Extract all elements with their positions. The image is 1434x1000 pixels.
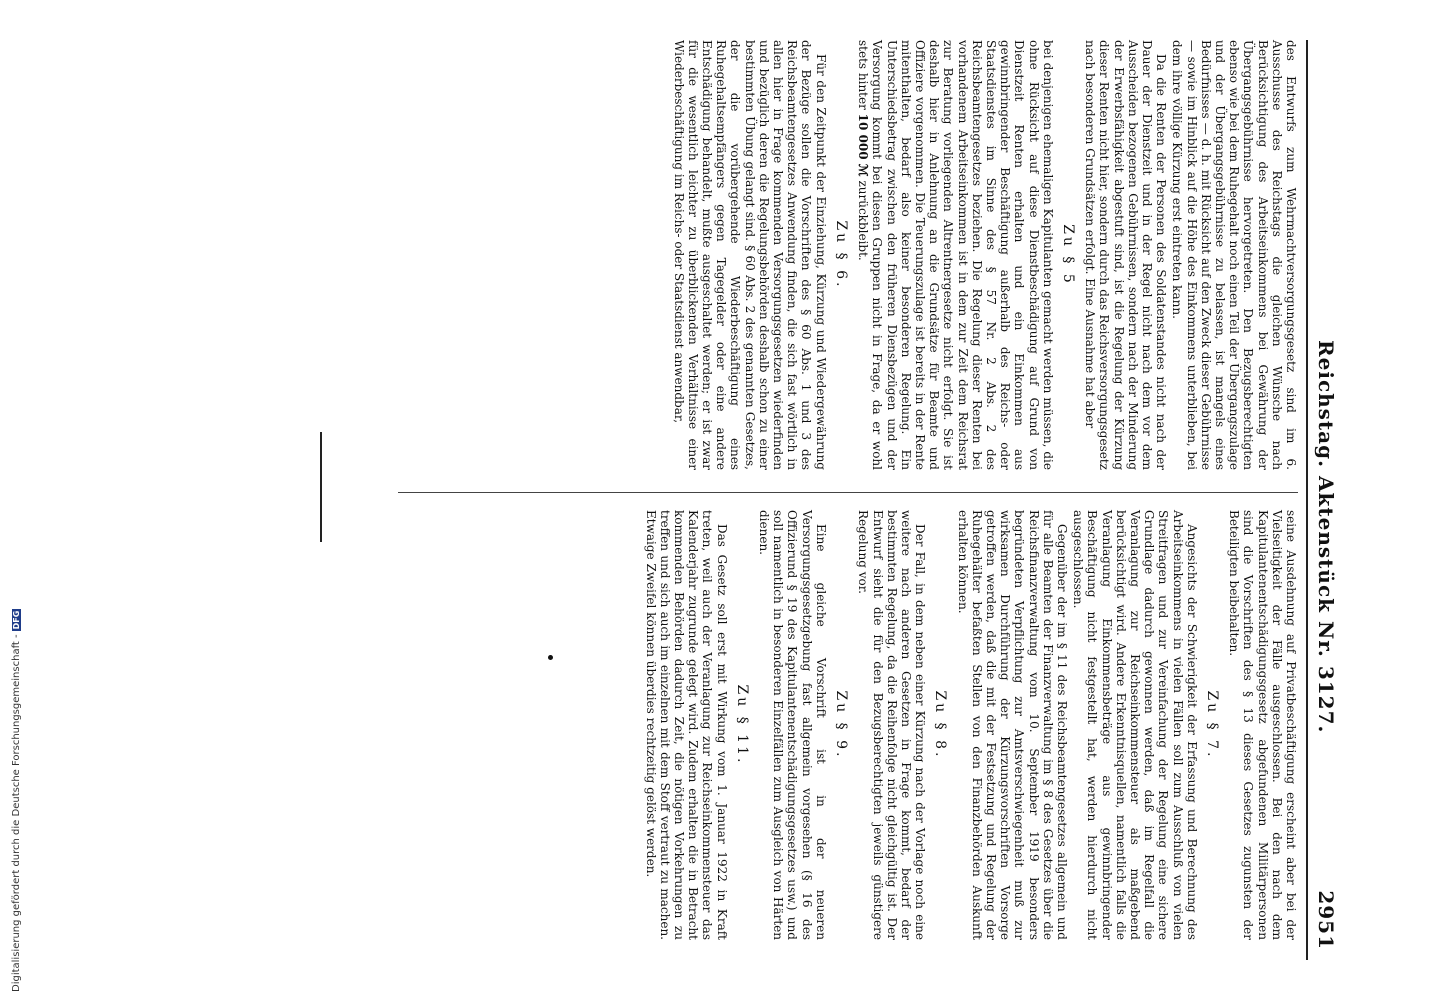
left-column bbox=[669, 40, 1298, 470]
section-heading: Zu § 11. bbox=[733, 684, 750, 766]
scanned-page bbox=[380, 40, 1340, 960]
paragraph: Der Fall, in dem neben einer Kürzung nach der Vorlage noch eine weitere nach anderen Gesetzen in Frage kommt, bedarf der bestimmten Regelung, da die Reihenfolge nicht gleichgültig ist. Der Entwurf sieht die für den Bezugsberechtigten jeweils günstigere Regelung vor. bbox=[856, 510, 928, 940]
stray-dot bbox=[548, 655, 553, 660]
paragraph-tail: zurückbleibt. bbox=[856, 180, 871, 261]
section-heading: Zu § 8. bbox=[932, 690, 949, 760]
margin-strip bbox=[0, 0, 22, 1000]
right-column bbox=[641, 510, 1298, 940]
section-heading: Zu § 5 bbox=[1059, 224, 1076, 286]
paragraph: Gegenüber der im § 11 des Reichsbeamtengesetzes allgemein und für alle Beamten der Finanzverwaltung im § 8 des Gesetzes über die Reichsfinanzverwaltung vom 10. September 1919 besonders begründeten Verpflichtung zur Amtsverschwiegenheit muß zur wirksamen Durchführung der Kürzungsvorschriften Vorsorge getroffen werden, daß die mit der Festsetzung und Regelung der Ruhegehälter befaßten Stellen von den Finanzbehörden Auskunft erhalten können. bbox=[955, 510, 1069, 940]
section-heading: Zu § 6. bbox=[832, 220, 849, 290]
paragraph: Da die Renten der Personen des Soldatenstandes nicht nach der Dauer der Dienstzeit und in der Regel nicht nach dem vor dem Ausscheiden bezogenen Gebührnissen, sondern nach der Minderung der Erwerbsfähigkeit abgestuft sind, ist die Regelung der Kürzung dieser Renten nicht hier, sondern durch das Reichsversorgungsgesetz nach besonderen Grundsätzen erfolgt. Eine Ausnahme hat aber bbox=[1083, 40, 1169, 470]
page-content bbox=[380, 40, 1340, 960]
header-rule bbox=[1306, 40, 1308, 960]
dfg-logo: DFG bbox=[12, 610, 21, 630]
section-heading: Zu § 9. bbox=[833, 690, 850, 760]
credit-text: Digitalisierung gefördert durch die Deutsche Forschungsgemeinschaft - bbox=[11, 634, 22, 992]
stray-pencil-mark bbox=[320, 432, 322, 542]
column-divider bbox=[398, 492, 1298, 493]
paragraph: seine Ausdehnung auf Privatbeschäftigung erscheint aber bei der Vielseitigkeit der Fälle ausgeschlossen. Bei den nach dem Kapitulantenentschädigungsgesetz abgefundenen Militärpersonen sind die Vorschriften des § 13 dieses Gesetzes zugunsten der Beteiligten beibehalten. bbox=[1227, 510, 1298, 940]
page-header bbox=[1310, 40, 1340, 960]
paragraph: Das Gesetz soll erst mit Wirkung vom 1. Januar 1922 in Kraft treten, weil auch der Veranlagung zur Reichseinkommensteuer das Kalenderjahr zugrunde gelegt wird. Zudem erhalten die in Betracht kommenden Behörden dadurch Zeit, die nötigen Vorkehrungen zu treffen und sich auch im einzelnen mit dem Stoff vertraut zu machen. Etwaige Zweifel können überdies rechtzeitig gelöst werden. bbox=[643, 510, 729, 940]
paragraph: Eine gleiche Vorschrift ist in der neueren Versorgungsgesetzgebung fast allgemein vorgesehen (§ 16 des Offizierund § 19 des Kapitulantenentschädigungsgesetzes usw.) und soll namentlich in besonderen Einzelfällen zum Ausgleich von Härten dienen. bbox=[757, 510, 828, 940]
paragraph-text: bei denjenigen ehemaligen Kapitulanten gemacht werden müssen, die ohne Rücksicht auf diese Dienstbeschädigung auf Grund von Dienstzeit Renten erhalten und ein Einkommen aus gewinnbringender Beschäftigung außerhalb des Reichs- oder Staatsdienstes im Sinne des § 57 Nr. 2 Abs. 2 des Reichsbeamtengesetzes beziehen. Die Regelung dieser Renten bei vorhandenem Arbeitseinkommen ist in dem zur Zeit dem Reichsrat zur Beratung vorliegenden Altrentnergesetze nicht erfolgt. Sie ist deshalb hier in Anlehnung an die Grundsätze für Beamte und Offiziere vorgenommen. Die Teuerungszulage ist bereits in der Rente mitenthalten, bedarf also keiner besonderen Regelung. Ein Unterschiedsbetrag zwischen den früheren Diensbezügen und der Versorgung kommt bei diesen Gruppen nicht in Frage, da er wohl stets hinter bbox=[856, 40, 1055, 470]
section-heading: Zu § 7. bbox=[1203, 690, 1220, 760]
paragraph: Angesichts der Schwierigkeit der Erfassung und Berechnung des Arbeitseinkommens in vielen Fällen soll zum Ausschluß von vielen Streitfragen und zur Vereinfachung der Regelung eine sichere Grundlage dadurch gewonnen werden, daß im Regelfall die Veranlagung zur Reichseinkommensteuer als maßgebend berücksichtigt wird. Andere Erkenntnisquellen, namentlich falls die Veranlagung Einkommensbeträge aus gewinnbringender Beschäftigung nicht festgestellt hat, werden hierdurch nicht ausgeschlossen. bbox=[1071, 510, 1199, 940]
paragraph bbox=[856, 40, 1055, 470]
page-number: 2951 bbox=[1314, 890, 1338, 950]
paragraph: des Entwurfs zum Wehrmachtversorgungsgesetz sind im 6. Ausschusse des Reichstags die gleichen Wünsche nach Berücksichtigung des Arbeitseinkommens bei Gewährung der Übergangsgebührnisse hervorgetreten. Den Bezugsberechtigten ebenso wie bei dem Ruhegehalt noch einen Teil der Übergangszulage und der Übergangsgebührnisse zu belassen, ist mangels eines Bedürfnisses — d. h. mit Rücksicht auf den Zweck dieser Gebührnisse — sowie im Hinblick auf die Höhe des Einkommens unterblieben, bei dem ihre völlige Kürzung erst eintreten kann. bbox=[1170, 40, 1298, 470]
amount: 10 000 ℳ bbox=[856, 113, 871, 177]
page-title: Reichstag. Aktenstück Nr. 3127. bbox=[1314, 340, 1338, 734]
paragraph: Für den Zeitpunkt der Einziehung, Kürzung und Wiedergewährung der Bezüge sollen die Vorschriften des § 60 Abs. 1 und 3 des Reichsbeamtengesetzes Anwendung finden, die sich fast wörtlich in allen hier in Frage kommenden Versorgungsgesetzen wiederfinden und bezüglich deren die Regelungsbehörden deshalb schon zu einer bestimmten Übung gelangt sind. § 60 Abs. 2 des genannten Gesetzes, der die vorübergehende Wiederbeschäftigung eines Ruhegehaltsempfängers gegen Tagegelder oder eine andere Entschädigung behandelt, mußte ausgeschaltet werden; er ist zwar für die wesentlich leichter zu überblickenden Verhältnisse einer Wiederbeschäftigung im Reichs- oder Staatsdienst anwendbar, bbox=[671, 40, 828, 470]
digitization-credit bbox=[11, 609, 22, 992]
